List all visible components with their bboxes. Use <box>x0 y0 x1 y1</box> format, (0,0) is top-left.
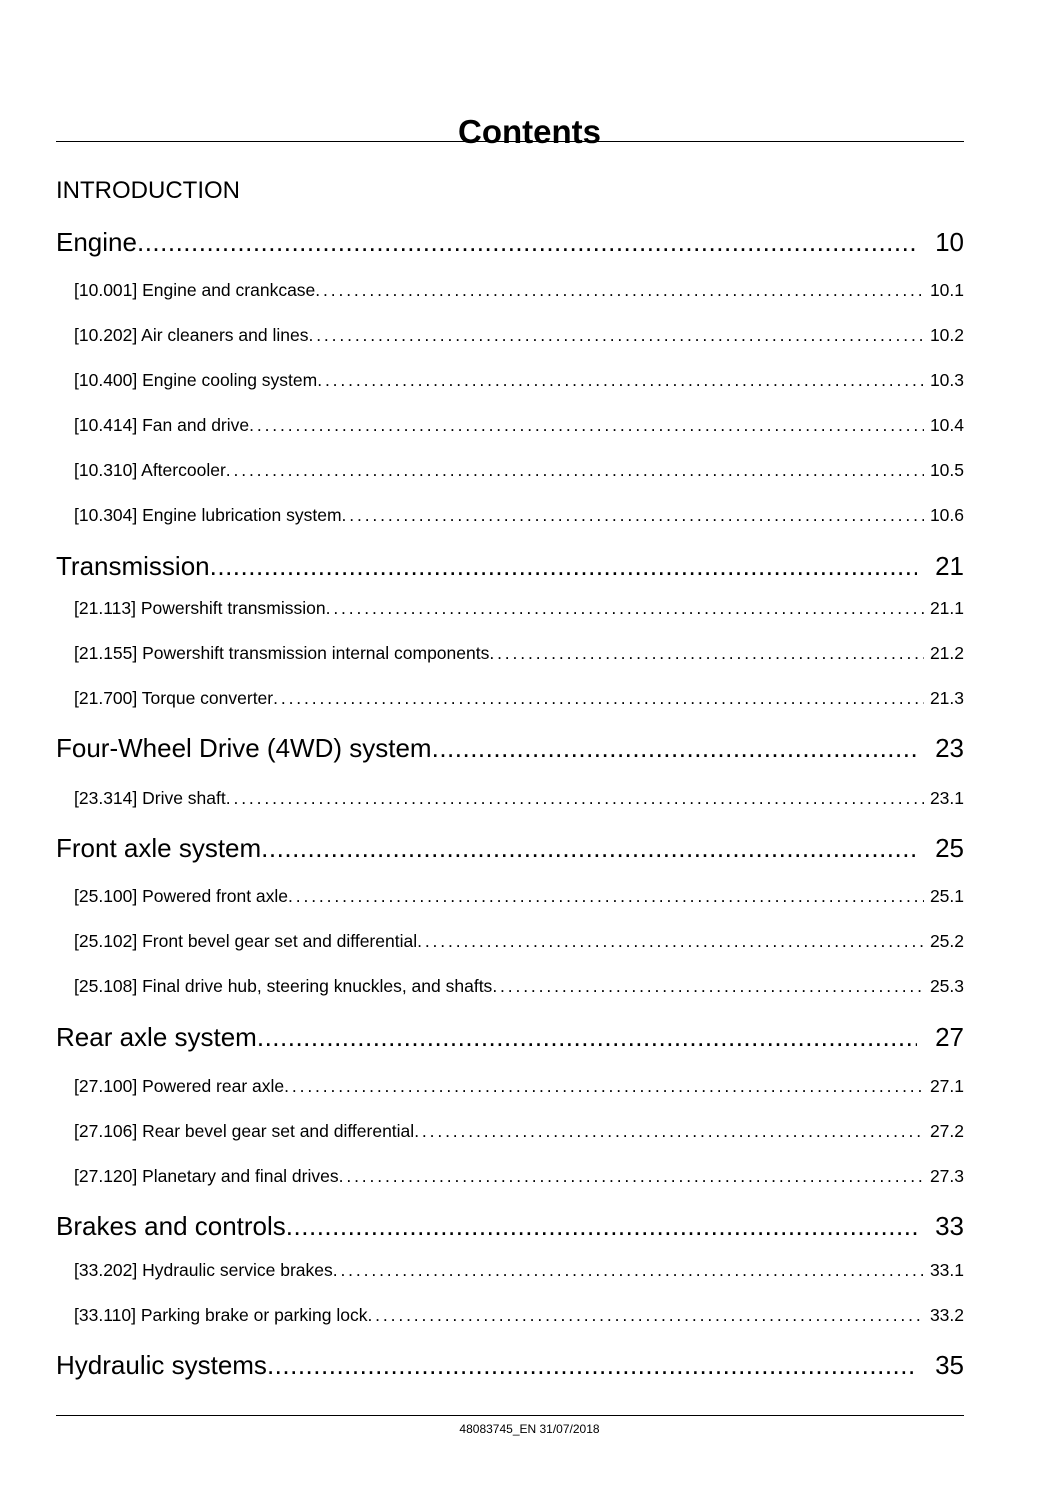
toc-entry-label: [25.102] Front bevel gear set and differential <box>74 931 418 951</box>
dot-leader <box>432 730 917 766</box>
toc-chapter-entry[interactable] <box>56 1208 964 1244</box>
toc-entry-label: Front axle system <box>56 833 262 863</box>
toc-entry-page-number: 27.2 <box>929 1121 964 1141</box>
dot-leader <box>308 322 923 348</box>
dot-leader <box>339 1163 924 1189</box>
toc-entry-label: [10.310] Aftercooler <box>74 460 226 480</box>
toc-entry-label: [33.110] Parking brake or parking lock <box>74 1305 368 1325</box>
toc-entry-page-number: 21.2 <box>929 643 964 663</box>
toc-entry-label: [27.106] Rear bevel gear set and differential <box>74 1121 415 1141</box>
toc-entry-page-number: 23.1 <box>929 788 964 808</box>
dot-leader <box>273 685 924 711</box>
page-title: Contents <box>458 113 601 151</box>
toc-entry-page-number: 21.3 <box>929 688 964 708</box>
toc-entry-label: Rear axle system <box>56 1022 257 1052</box>
toc-section-entry[interactable] <box>74 785 964 811</box>
toc-entry-page-number: 21 <box>935 551 964 581</box>
dot-leader <box>286 1208 917 1244</box>
toc-entry-page-number: 23 <box>935 733 964 763</box>
toc-entry-page-number: 10 <box>935 227 964 257</box>
dot-leader <box>226 457 924 483</box>
toc-section-entry[interactable] <box>74 883 964 909</box>
toc-entry-page-number: 33.1 <box>929 1260 964 1280</box>
toc-entry-label: [10.202] Air cleaners and lines <box>74 325 309 345</box>
toc-entry-page-number: 25 <box>935 833 964 863</box>
toc-entry-page-number: 10.3 <box>929 370 964 390</box>
dot-leader <box>342 502 924 528</box>
toc-entry-page-number: 33.2 <box>929 1305 964 1325</box>
toc-section-entry[interactable] <box>74 1118 964 1144</box>
toc-section-entry[interactable] <box>74 412 964 438</box>
dot-leader <box>417 928 924 954</box>
dot-leader <box>137 224 917 260</box>
toc-entry-label: [27.120] Planetary and final drives <box>74 1166 339 1186</box>
toc-entry-label: [21.155] Powershift transmission internal components <box>74 643 490 663</box>
toc-entry-page-number: 10.2 <box>929 325 964 345</box>
toc-entry-page-number: 35 <box>935 1350 964 1380</box>
toc-entry-label: [10.400] Engine cooling system <box>74 370 318 390</box>
toc-section-entry[interactable] <box>74 973 964 999</box>
dot-leader <box>226 785 924 811</box>
toc-section-entry[interactable] <box>74 928 964 954</box>
dot-leader <box>489 640 924 666</box>
toc-entry-label: Transmission <box>56 551 210 581</box>
dot-leader <box>492 973 924 999</box>
toc-entry-page-number: 27.1 <box>929 1076 964 1096</box>
toc-entry-label: [21.700] Torque converter <box>74 688 274 708</box>
dot-leader <box>326 595 924 621</box>
toc-section-entry[interactable] <box>74 502 964 528</box>
dot-leader <box>261 830 917 866</box>
toc-entry-page-number: 25.1 <box>929 886 964 906</box>
toc-entry-page-number: 25.2 <box>929 931 964 951</box>
toc-entry-label: Hydraulic systems <box>56 1350 267 1380</box>
toc-section-entry[interactable] <box>74 1302 964 1328</box>
intro-heading: INTRODUCTION <box>56 177 240 204</box>
footer-divider <box>56 1415 964 1416</box>
toc-chapter-entry[interactable] <box>56 1347 964 1383</box>
toc-chapter-entry[interactable] <box>56 548 964 584</box>
toc-entry-label: [25.108] Final drive hub, steering knuckles, and shafts <box>74 976 493 996</box>
toc-entry-label: [23.314] Drive shaft <box>74 788 226 808</box>
toc-entry-page-number: 27 <box>935 1022 964 1052</box>
dot-leader <box>210 548 917 584</box>
dot-leader <box>257 1019 917 1055</box>
toc-entry-page-number: 33 <box>935 1211 964 1241</box>
dot-leader <box>288 883 924 909</box>
title-divider <box>56 141 964 142</box>
toc-entry-label: [27.100] Powered rear axle <box>74 1076 285 1096</box>
toc-entry-label: [25.100] Powered front axle <box>74 886 289 906</box>
toc-section-entry[interactable] <box>74 685 964 711</box>
dot-leader <box>249 412 924 438</box>
toc-entry-label: [10.414] Fan and drive <box>74 415 250 435</box>
toc-section-entry[interactable] <box>74 322 964 348</box>
toc-section-entry[interactable] <box>74 595 964 621</box>
toc-entry-page-number: 10.1 <box>929 280 964 300</box>
toc-entry-label: [33.202] Hydraulic service brakes <box>74 1260 333 1280</box>
toc-entry-page-number: 25.3 <box>929 976 964 996</box>
footer-doc-id: 48083745_EN 31/07/2018 <box>459 1422 600 1436</box>
toc-entry-page-number: 10.6 <box>929 505 964 525</box>
dot-leader <box>284 1073 924 1099</box>
dot-leader <box>333 1257 924 1283</box>
toc-chapter-entry[interactable] <box>56 730 964 766</box>
toc-section-entry[interactable] <box>74 1257 964 1283</box>
toc-chapter-entry[interactable] <box>56 1019 964 1055</box>
toc-section-entry[interactable] <box>74 457 964 483</box>
toc-chapter-entry[interactable] <box>56 224 964 260</box>
toc-entry-label: [10.001] Engine and crankcase <box>74 280 316 300</box>
dot-leader <box>414 1118 924 1144</box>
toc-section-entry[interactable] <box>74 277 964 303</box>
dot-leader <box>315 277 924 303</box>
dot-leader <box>267 1347 917 1383</box>
dot-leader <box>367 1302 923 1328</box>
toc-section-entry[interactable] <box>74 640 964 666</box>
toc-entry-label: Engine <box>56 227 137 257</box>
toc-entry-page-number: 21.1 <box>929 598 964 618</box>
toc-entry-label: Brakes and controls <box>56 1211 286 1241</box>
toc-chapter-entry[interactable] <box>56 830 964 866</box>
toc-section-entry[interactable] <box>74 367 964 393</box>
toc-entry-label: Four-Wheel Drive (4WD) system <box>56 733 432 763</box>
toc-section-entry[interactable] <box>74 1073 964 1099</box>
toc-entry-label: [10.304] Engine lubrication system <box>74 505 342 525</box>
toc-entry-page-number: 10.4 <box>929 415 964 435</box>
toc-entry-page-number: 27.3 <box>929 1166 964 1186</box>
toc-section-entry[interactable] <box>74 1163 964 1189</box>
toc-entry-label: [21.113] Powershift transmission <box>74 598 326 618</box>
toc-entry-page-number: 10.5 <box>929 460 964 480</box>
dot-leader <box>317 367 924 393</box>
